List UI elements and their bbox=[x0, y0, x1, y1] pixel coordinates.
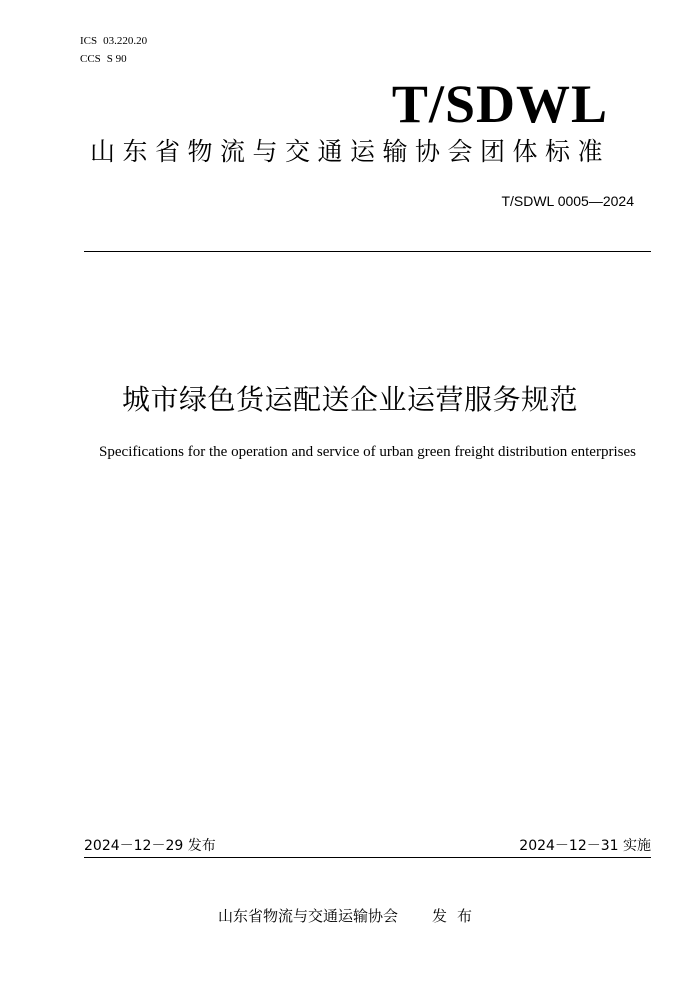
ics-classification bbox=[80, 34, 147, 48]
bottom-divider bbox=[84, 857, 651, 858]
ics-label: ICS bbox=[80, 35, 98, 47]
ics-code: 03.220.20 bbox=[103, 35, 148, 47]
standard-number: T/SDWL 0005—2024 bbox=[501, 193, 634, 209]
issue-date: 2024－12－29 发布 bbox=[84, 838, 216, 854]
ccs-classification bbox=[80, 52, 127, 66]
ccs-label: CCS bbox=[80, 53, 101, 65]
organization-title: 山东省物流与交通运输协会团体标准 bbox=[89, 137, 610, 166]
publisher-action: 发布 bbox=[432, 907, 483, 925]
publisher-name: 山东省物流与交通运输协会 bbox=[217, 907, 398, 925]
ccs-code: S 90 bbox=[106, 53, 127, 65]
standard-mark: T/SDWL bbox=[391, 74, 608, 134]
implementation-date: 2024－12－31 实施 bbox=[519, 838, 651, 854]
document-title-chinese: 城市绿色货运配送企业运营服务规范 bbox=[121, 383, 578, 416]
publisher-line bbox=[0, 905, 700, 927]
document-title-english: Specifications for the operation and service of urban green freight distribution enterprises bbox=[99, 444, 636, 460]
top-divider bbox=[84, 251, 651, 252]
